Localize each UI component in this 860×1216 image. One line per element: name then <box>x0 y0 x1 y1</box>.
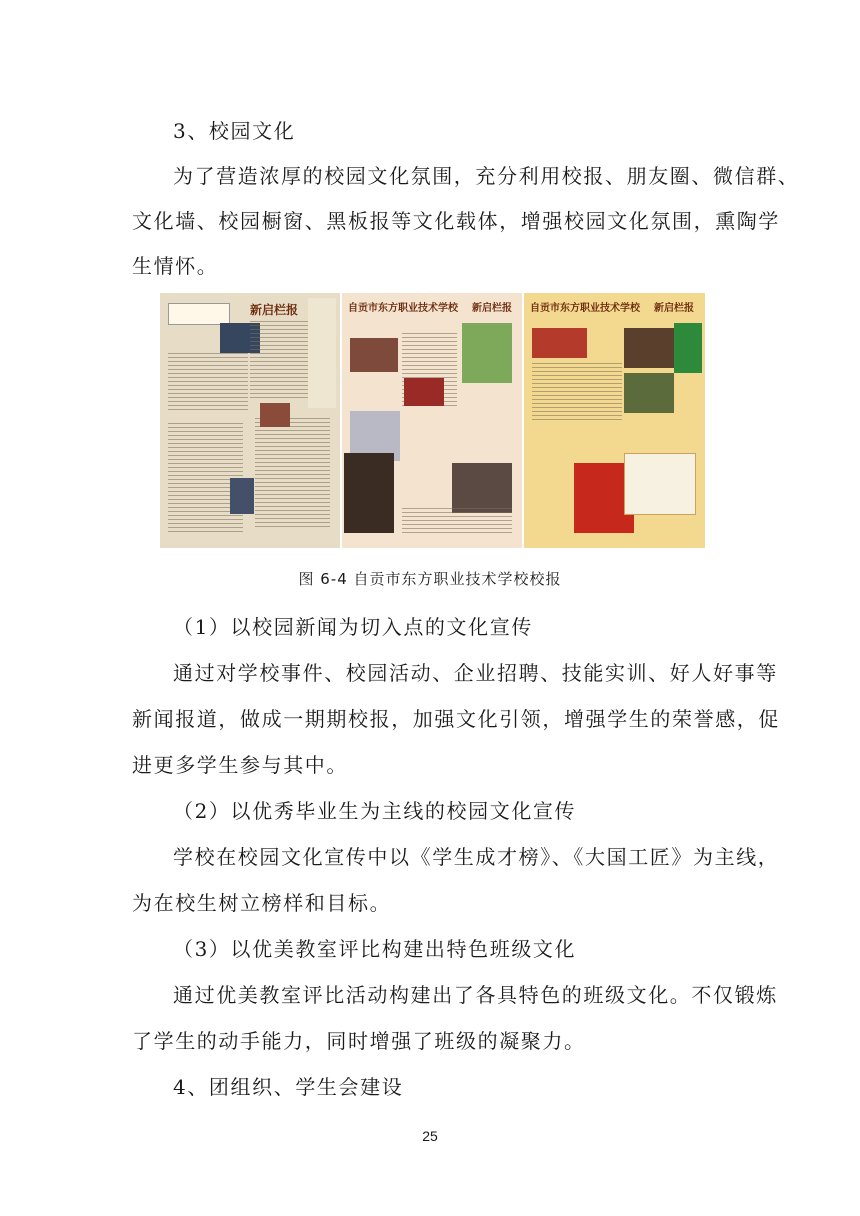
subheading: （1）以校园新闻为切入点的文化宣传 <box>173 615 533 639</box>
panel-2-title: 自贡市东方职业技术学校 <box>348 303 458 314</box>
paragraph-line: 文化墙、校园橱窗、黑板报等文化载体，增强校园文化氛围，熏陶学 <box>132 209 780 233</box>
section-heading-organization: 4、团组织、学生会建设 <box>173 1075 404 1099</box>
panel-2-badge: 新启栏报 <box>472 303 512 314</box>
panel-3-badge: 新启栏报 <box>654 303 694 314</box>
newspaper-panel-1 <box>160 293 340 548</box>
paragraph-line: 新闻报道，做成一期期校报，加强文化引领，增强学生的荣誉感，促 <box>132 707 780 731</box>
subheading: （2）以优秀毕业生为主线的校园文化宣传 <box>173 799 577 823</box>
paragraph-line: 为在校生树立榜样和目标。 <box>132 891 392 915</box>
page-number: 25 <box>422 1128 438 1144</box>
paragraph-line: 了学生的动手能力，同时增强了班级的凝聚力。 <box>132 1029 586 1053</box>
paragraph-line: 进更多学生参与其中。 <box>132 753 348 777</box>
newspaper-panel-3 <box>524 293 705 548</box>
paragraph-line: 学校在校园文化宣传中以《学生成才榜》、《大国工匠》为主线， <box>173 845 780 869</box>
school-newspaper-figure <box>160 293 705 548</box>
paragraph-line: 通过对学校事件、校园活动、企业招聘、技能实训、好人好事等 <box>173 661 778 685</box>
paragraph-line: 生情怀。 <box>132 254 219 278</box>
panel-3-title: 自贡市东方职业技术学校 <box>530 303 640 314</box>
paragraph-line: 通过优美教室评比活动构建出了各具特色的班级文化。不仅锻炼 <box>173 983 778 1007</box>
paragraph-line: 为了营造浓厚的校园文化氛围，充分利用校报、朋友圈、微信群、 <box>173 164 800 188</box>
figure-caption: 图 6-4 自贡市东方职业技术学校校报 <box>298 570 562 588</box>
panel-1-title: 新启栏报 <box>250 303 299 317</box>
section-heading-culture: 3、校园文化 <box>173 119 296 143</box>
subheading: （3）以优美教室评比构建出特色班级文化 <box>173 937 577 961</box>
newspaper-panel-2 <box>342 293 522 548</box>
